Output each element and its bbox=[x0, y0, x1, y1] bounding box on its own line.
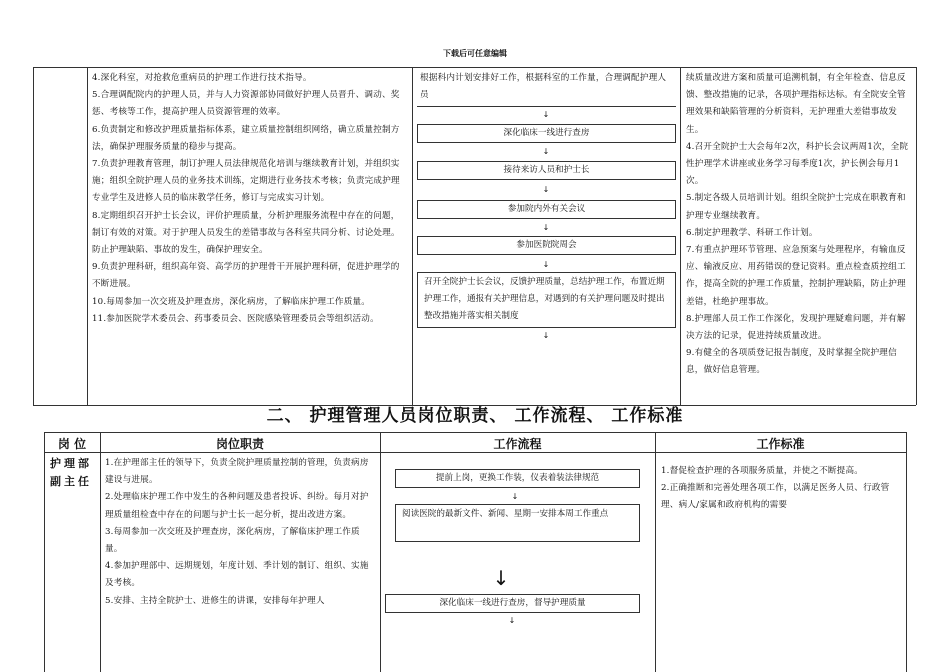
flow-step: 深化临床一线进行查房 bbox=[417, 124, 676, 143]
header-position: 岗 位 bbox=[57, 437, 87, 451]
standard-item: 6.制定护理教学、科研工作计划。 bbox=[686, 227, 818, 238]
page-header: 下载后可任意编辑 bbox=[443, 49, 507, 58]
duty-item: 9.负责护理科研，组织高年资、高学历的护理骨干开展护理科研，促进护理学的不断进展。 bbox=[92, 262, 400, 290]
flow-step: 接待来访人员和护士长 bbox=[417, 161, 676, 180]
down-arrow-icon: ↓ bbox=[542, 185, 550, 194]
standard-item: 5.制定各级人员培训计划。组织全院护士完成在职教育和护理专业继续教育。 bbox=[686, 193, 906, 221]
down-arrow-icon: ↓ bbox=[492, 566, 510, 590]
duty-item: 8.定期组织召开护士长会议，评价护理质量，分析护理服务流程中存在的问题，制订有效的对策。对于护理人员发生的差错事故与各科室共同分析、讨论处理。防止护理缺陷、事故的发生，确保护理安全。 bbox=[92, 210, 400, 256]
duty-item: 4.参加护理部中、远期规划，年度计划、季计划的制订、组织、实施及考核。 bbox=[105, 561, 369, 589]
top-standards bbox=[686, 70, 912, 380]
duty-item: 3.每周参加一次交班及护理查房，深化病房，了解临床护理工作质量。 bbox=[105, 526, 360, 555]
duty-item: 10.每周参加一次交班及护理查房，深化病房，了解临床护理工作质量。 bbox=[92, 296, 371, 307]
duty-item: 5.安排、主持全院护士、进修生的讲课，安排每年护理人 bbox=[105, 595, 325, 606]
flow-step: 参加医院院周会 bbox=[417, 236, 676, 255]
duty-item: 4.深化科室，对抢救危重病员的护理工作进行技术指导。 bbox=[92, 73, 312, 83]
duty-item: 5.合理调配院内的护理人员，并与人力资源部协同做好护理人员晋升、调动、奖惩、考核等工作，提高护理人员资源管理的效率。 bbox=[92, 90, 400, 118]
standard-item: 4.召开全院护士大会每年2次，科护长会议两周1次，全院性护理学术讲座或业务学习每季度1次，护长例会每月1次。 bbox=[686, 141, 909, 187]
down-arrow-icon: ↓ bbox=[542, 260, 550, 269]
down-arrow-icon: ↓ bbox=[542, 147, 550, 156]
duty-item: 6.负责制定和修改护理质量指标体系，建立质量控制组织网络，确立质量控制方法，确保护理服务质量的稳步与提高。 bbox=[92, 124, 400, 152]
header-standards: 工作标准 bbox=[756, 437, 805, 451]
flow-text: 根据科内计划安排好工作，根据科室的工作量，合理调配护理人员 bbox=[420, 73, 667, 100]
standard-item: 续质量改进方案和质量可追溯机制，有全年检查、信息反馈、整改措施的记录，各项护理指标达标。有全院安全管理效果和缺陷管理的分析资料，无护理重大差错事故发生。 bbox=[686, 73, 906, 135]
header-duties: 岗位职责 bbox=[215, 437, 264, 451]
top-duties bbox=[92, 70, 408, 328]
bottom-duties bbox=[105, 455, 377, 610]
flow-step: 阅读医院的最新文件、新闻、星期一安排本周工作重点 bbox=[395, 504, 640, 542]
header-flow: 工作流程 bbox=[493, 437, 542, 451]
down-arrow-icon: ↓ bbox=[508, 616, 516, 625]
standard-item: 7.有重点护理环节管理、应急预案与处理程序，有输血反应、输液反应、用药错误的登记资料。重点检查质控组工作，提高全院的护理工作质量，控制护理缺陷，防止护理差错，杜绝护理事故。 bbox=[686, 245, 906, 307]
bottom-standards bbox=[661, 463, 899, 515]
flow-step: 参加院内外有关会议 bbox=[417, 200, 676, 219]
standard-item: 8.护理部人员工作工作深化，发现护理疑难问题，并有解决方法的记录，促进持续质量改进。 bbox=[686, 313, 906, 342]
duty-item: 11.参加医院学术委员会、药事委员会、医院感染管理委员会等组织活动。 bbox=[92, 313, 379, 324]
duty-item: 7.负责护理教育管理，制订护理人员法律规范化培训与继续教育计划，并组织实施；组织全院护理人员的业务技术训练，定期进行业务技术考核；负责完成护理专业学生及进修人员的临床教学任务，修订与完成实习计划。 bbox=[92, 159, 400, 204]
down-arrow-icon: ↓ bbox=[542, 223, 550, 232]
duty-item: 1.在护理部主任的领导下，负责全院护理质量控制的管理，负责病房建设与进展。 bbox=[105, 458, 369, 486]
flow-step: 深化临床一线进行查房，督导护理质量 bbox=[385, 594, 640, 613]
standard-item: 1.督促检查护理的各项服务质量，并使之不断提高。 bbox=[661, 466, 864, 476]
section-title: 二、 护理管理人员岗位职责、 工作流程、 工作标准 bbox=[266, 406, 684, 426]
flow-step: 召开全院护士长会议，反馈护理质量，总结护理工作，布置近期护理工作，通报有关护理信息，对遇到的有关护理问题及时提出整改措施并落实相关制度 bbox=[417, 272, 676, 328]
flow-step: 提前上岗，更换工作装，仪表着装法律规范 bbox=[395, 469, 640, 488]
duty-item: 2.处理临床护理工作中发生的各种问题及患者投诉、纠纷。每月对护理质量组检查中存在的问题与护士长一起分析，提出改进方案。 bbox=[105, 492, 369, 520]
role-name: 护理部副主任 bbox=[50, 457, 92, 488]
down-arrow-icon: ↓ bbox=[542, 110, 550, 119]
down-arrow-icon: ↓ bbox=[511, 492, 519, 501]
down-arrow-icon: ↓ bbox=[542, 331, 550, 340]
standard-item: 9.有健全的各项质登记报告制度，及时掌握全院护理信息，做好信息管理。 bbox=[686, 348, 897, 376]
standard-item: 2.正确推断和完善处理各项工作，以满足医务人员、行政管理、病人/家属和政府机构的需要 bbox=[661, 483, 890, 511]
